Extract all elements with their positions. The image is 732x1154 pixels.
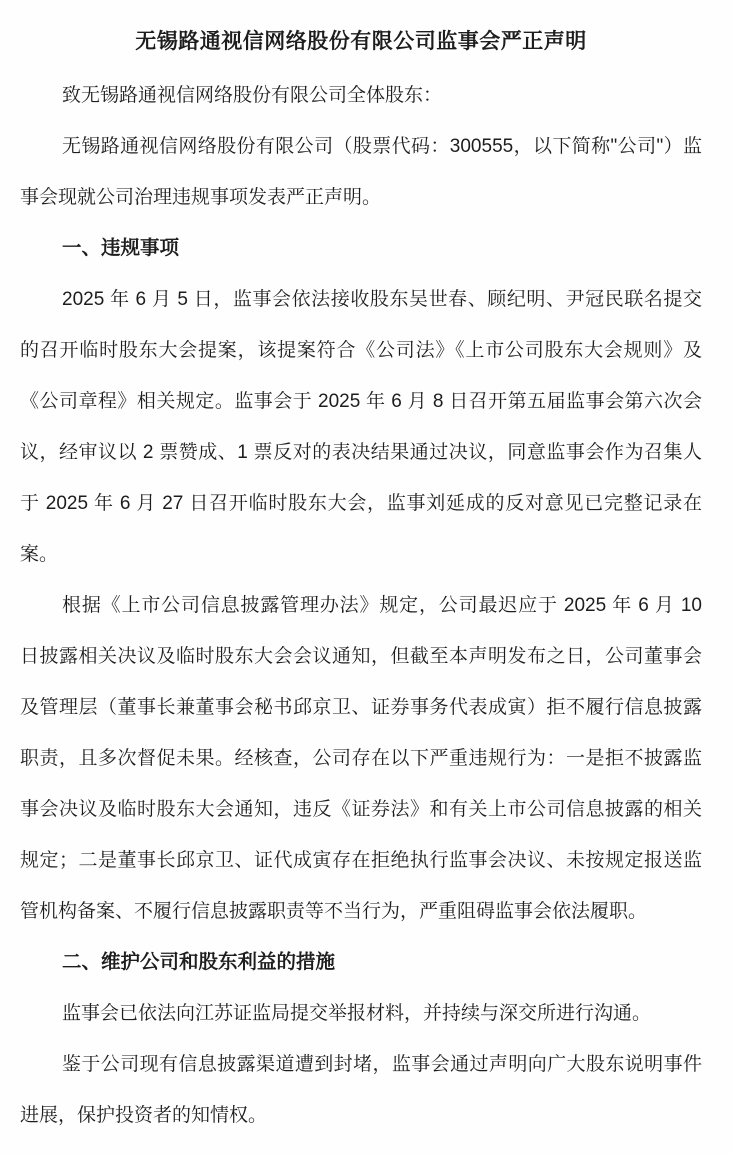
section1-paragraph1-line: 2025 年 6 月 5 日，监事会依法接收股东吴世春、顾纪明、尹冠民联名提交 (62, 289, 702, 310)
intro-paragraph-line: 事会现就公司治理违规事项发表严正声明。 (20, 187, 382, 208)
section2-paragraph2-line: 鉴于公司现有信息披露渠道遭到封堵，监事会通过声明向广大股东说明事件 (62, 1054, 702, 1075)
section1-paragraph2-line: 根据《上市公司信息披露管理办法》规定，公司最迟应于 2025 年 6 月 10 (62, 595, 702, 616)
section1-paragraph2-line: 规定；二是董事长邱京卫、证代成寅存在拒绝执行监事会决议、未按规定报送监 (20, 850, 702, 871)
section1-heading: 一、违规事项 (62, 237, 180, 259)
section1-paragraph2-line: 事会决议及临时股东大会通知，违反《证券法》和有关上市公司信息披露的相关 (20, 799, 702, 820)
section2-paragraph1-line: 监事会已依法向江苏证监局提交举报材料，并持续与深交所进行沟通。 (62, 1003, 652, 1024)
document-title: 无锡路通视信网络股份有限公司监事会严正声明 (135, 30, 587, 53)
section1-paragraph2-line: 日披露相关决议及临时股东大会会议通知，但截至本声明发布之日，公司董事会 (20, 646, 702, 667)
salutation-line: 致无锡路通视信网络股份有限公司全体股东： (62, 85, 443, 106)
section1-paragraph1-line: 议，经审议以 2 票赞成、1 票反对的表决结果通过决议，同意监事会作为召集人 (20, 442, 702, 463)
section1-paragraph1-line: 的召开临时股东大会提案，该提案符合《公司法》《上市公司股东大会规则》及 (20, 340, 702, 361)
section1-paragraph1-line: 《公司章程》相关规定。监事会于 2025 年 6 月 8 日召开第五届监事会第六次会 (20, 391, 702, 412)
intro-paragraph-line: 无锡路通视信网络股份有限公司（股票代码：300555，以下简称"公司"）监 (62, 136, 702, 157)
section1-paragraph2-line: 及管理层（董事长兼董事会秘书邱京卫、证券事务代表成寅）拒不履行信息披露 (20, 697, 702, 718)
section1-paragraph1-line: 于 2025 年 6 月 27 日召开临时股东大会，监事刘延成的反对意见已完整记录在 (20, 493, 702, 514)
section1-paragraph1-line: 案。 (20, 544, 59, 565)
section1-paragraph2-line: 职责，且多次督促未果。经核查，公司存在以下严重违规行为：一是拒不披露监 (20, 748, 702, 769)
section2-heading: 二、维护公司和股东利益的措施 (62, 951, 336, 973)
section2-paragraph2-line: 进展，保护投资者的知情权。 (20, 1105, 268, 1126)
section1-paragraph2-line: 管机构备案、不履行信息披露职责等不当行为，严重阻碍监事会依法履职。 (20, 901, 648, 922)
